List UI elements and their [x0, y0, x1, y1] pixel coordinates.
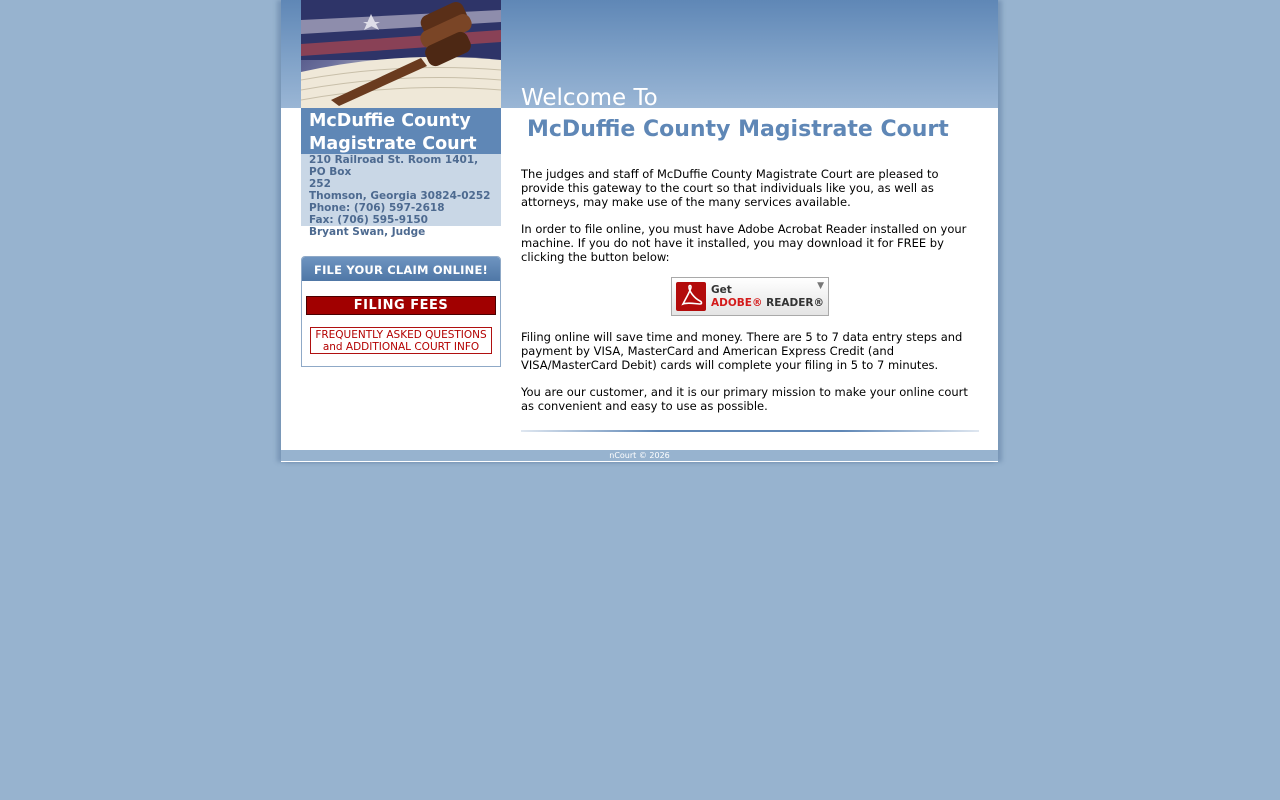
adobe-get-label: Get	[711, 284, 732, 296]
faq-button[interactable]	[310, 327, 492, 354]
content-divider	[521, 430, 979, 432]
court-address-block	[301, 154, 501, 238]
intro-paragraph: The judges and staff of McDuffie County Magistrate Court are pleased to provide this gateway to the court so that individuals like you, as well as attorneys, may make use of the many services available.	[521, 167, 939, 209]
faq-line-2: and ADDITIONAL COURT INFO	[322, 341, 480, 353]
phone-line: Phone: (706) 597-2618	[309, 202, 445, 214]
court-name-line-1: McDuffie County	[309, 111, 471, 131]
footer-copyright: nCourt © 2026	[281, 450, 998, 461]
adobe-reader-label	[711, 297, 824, 309]
welcome-heading: Welcome To	[521, 85, 658, 111]
adobe-brand-text: ADOBE®	[711, 297, 763, 309]
gavel-photo-icon	[301, 0, 501, 108]
filing-online-paragraph: Filing online will save time and money. There are 5 to 7 data entry steps and payment by VISA, MasterCard and American Express Credit (and VISA/MasterCard Debit) cards will complete your filing in 5 to 7 minutes.	[521, 330, 963, 372]
fax-line: Fax: (706) 595-9150	[309, 214, 428, 226]
file-claim-panel	[301, 256, 501, 367]
faq-line-1: FREQUENTLY ASKED QUESTIONS	[315, 329, 487, 341]
download-arrow-icon: ▼	[817, 281, 824, 291]
judge-line: Bryant Swan, Judge	[309, 226, 426, 238]
adobe-pdf-icon	[676, 282, 706, 311]
address-line: Thomson, Georgia 30824-0252	[309, 190, 491, 202]
page-title: McDuffie County Magistrate Court	[527, 117, 949, 142]
file-claim-online-link[interactable]: FILE YOUR CLAIM ONLINE!	[302, 257, 500, 281]
reader-product-text: READER®	[762, 297, 824, 309]
page-container	[281, 0, 998, 462]
get-adobe-reader-button[interactable]	[671, 277, 829, 316]
court-name-title	[301, 108, 501, 154]
mission-paragraph: You are our customer, and it is our primary mission to make your online court as convenient and easy to use as possible.	[521, 385, 968, 413]
address-line: 252	[309, 178, 331, 190]
court-name-line-2: Magistrate Court	[309, 134, 477, 154]
address-line: 210 Railroad St. Room 1401, PO Box	[309, 154, 479, 178]
acrobat-paragraph: In order to file online, you must have Adobe Acrobat Reader installed on your machine. If you do not have it installed, you may download it for FREE by clicking the button below:	[521, 222, 967, 264]
filing-fees-button[interactable]: FILING FEES	[306, 296, 496, 315]
